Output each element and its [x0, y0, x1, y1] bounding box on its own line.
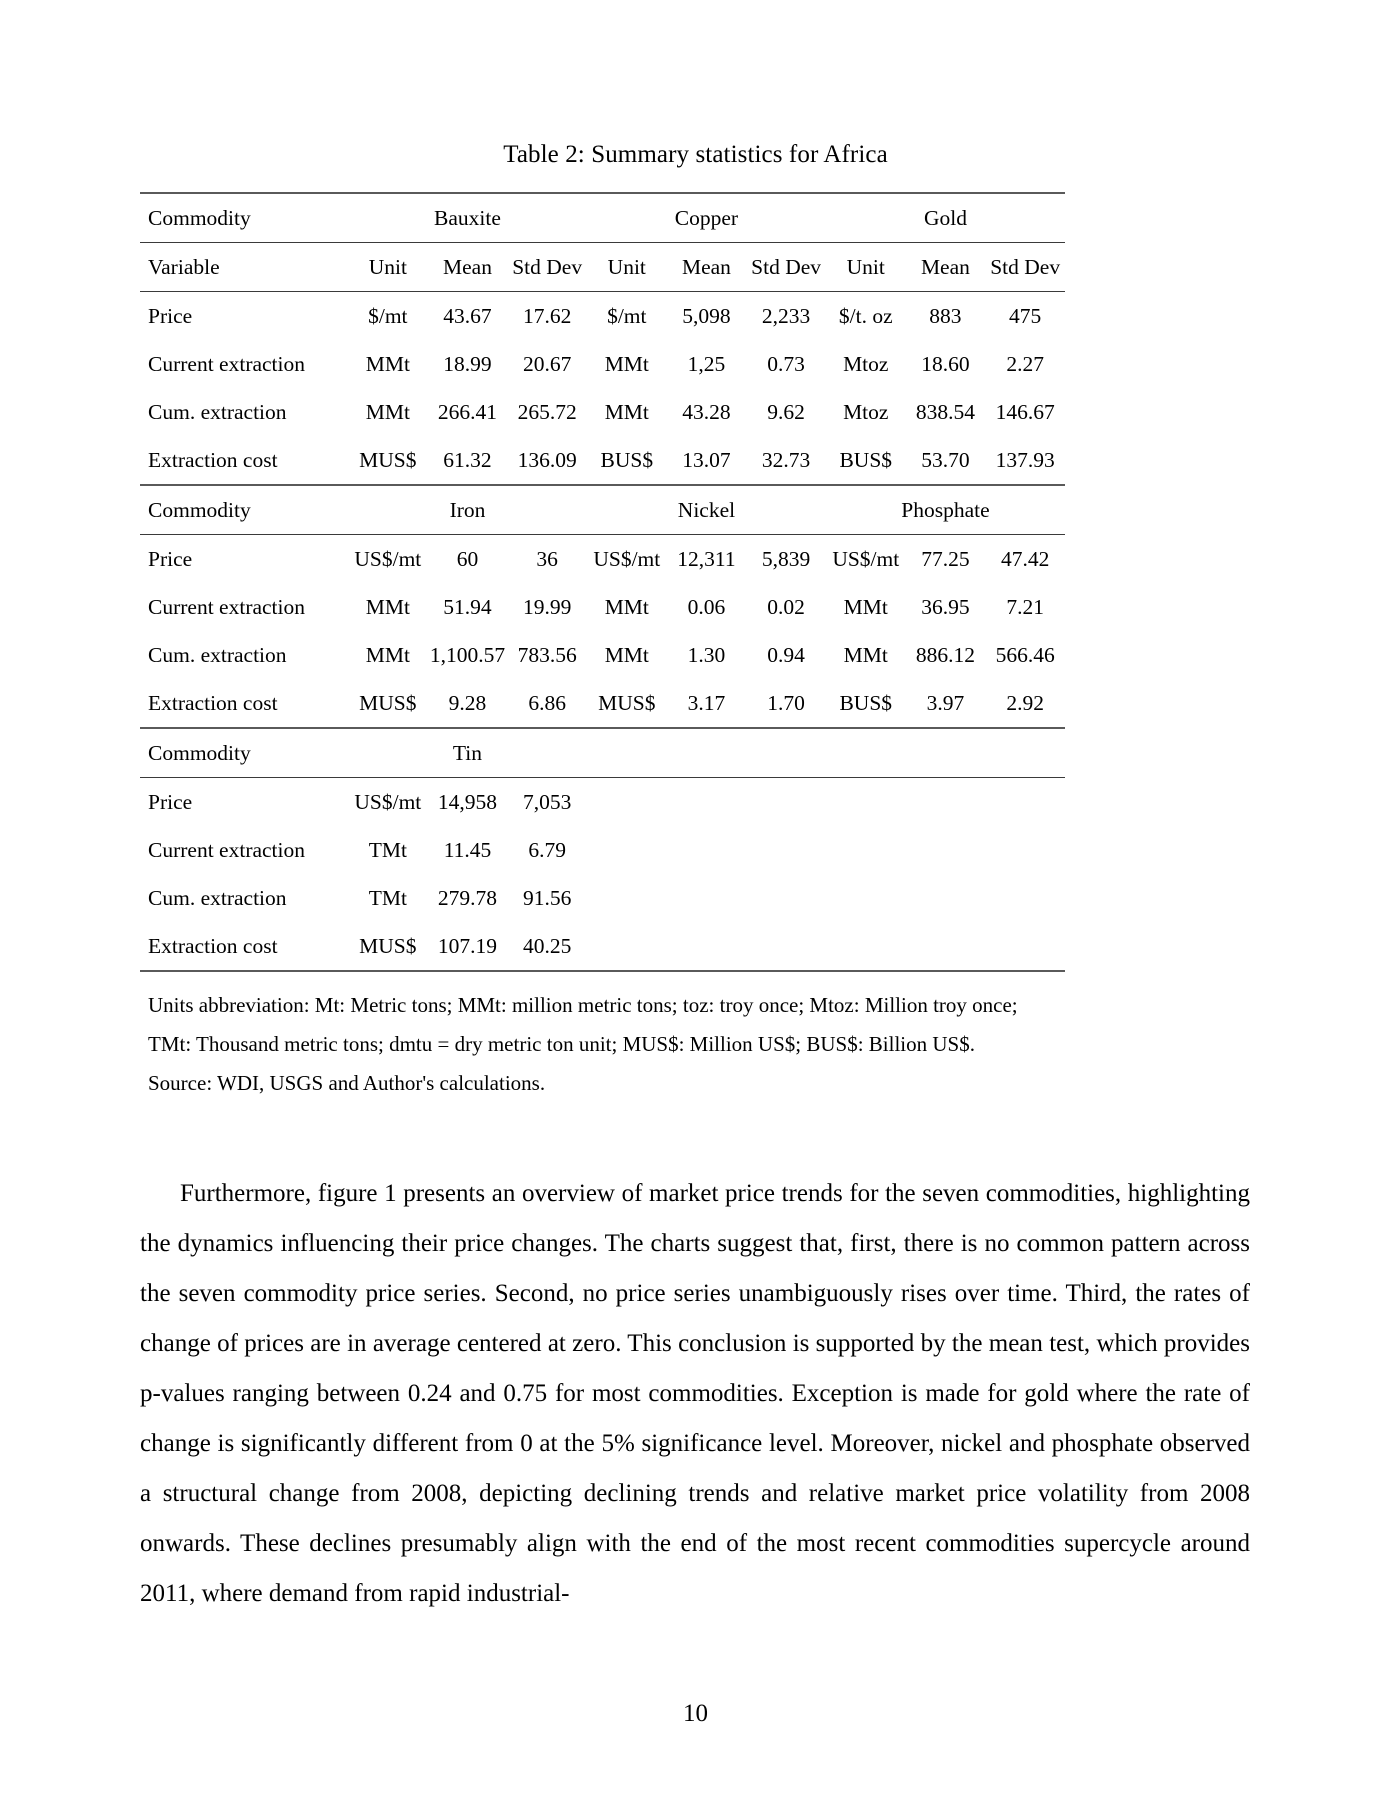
unit-cell: MUS$: [598, 690, 656, 715]
variable-label-cell: Price: [140, 535, 348, 584]
table-row: [140, 679, 1065, 728]
variable-label-cell: Extraction cost: [148, 933, 278, 958]
mean-cell: 53.70: [921, 447, 970, 472]
mean-cell: 883: [906, 292, 986, 341]
mean-cell: 12,311: [667, 535, 747, 584]
table-row: [140, 631, 1065, 679]
empty-cell: [826, 778, 906, 827]
std-dev-cell: 5,839: [746, 535, 826, 584]
mean-cell: 14,958: [428, 778, 508, 827]
empty-cell: [906, 826, 986, 874]
variable-label-cell: Extraction cost: [148, 690, 278, 715]
unit-cell: MUS$: [359, 933, 417, 958]
commodity-group-header: Nickel: [587, 485, 826, 535]
empty-cell: [587, 778, 667, 827]
unit-column-header: Unit: [826, 243, 906, 292]
mean-cell: 43.67: [428, 292, 508, 341]
mean-cell: 0.06: [687, 594, 726, 619]
std-dev-cell: 265.72: [517, 399, 577, 424]
commodity-header-row: [140, 728, 1065, 778]
mean-cell: 11.45: [443, 837, 492, 862]
table-row: [140, 583, 1065, 631]
commodity-row-label: Commodity: [140, 728, 348, 778]
commodity-row-label: Commodity: [140, 485, 348, 535]
unit-cell: TMt: [368, 885, 407, 910]
table-caption: Table 2: Summary statistics for Africa: [503, 141, 888, 168]
empty-cell: [667, 778, 747, 827]
empty-cell: [826, 826, 906, 874]
column-header-row: [140, 243, 1065, 292]
unit-cell: Mtoz: [843, 399, 889, 424]
table-row: [140, 388, 1065, 436]
mean-cell: 3.17: [687, 690, 726, 715]
empty-cell: [746, 922, 826, 971]
empty-cell: [667, 922, 747, 971]
unit-cell: $/mt: [348, 292, 428, 341]
empty-cell: [906, 922, 986, 971]
variable-label-cell: Cum. extraction: [148, 885, 287, 910]
variable-label-cell: Cum. extraction: [148, 642, 287, 667]
mean-cell: 18.99: [443, 351, 492, 376]
unit-cell: MMt: [604, 351, 649, 376]
unit-cell: MMt: [365, 399, 410, 424]
table-row: [140, 874, 1065, 922]
mean-cell: 36.95: [921, 594, 970, 619]
mean-cell: 18.60: [921, 351, 970, 376]
empty-cell: [906, 778, 986, 827]
std-dev-cell: 136.09: [517, 447, 577, 472]
std-dev-cell: 6.86: [528, 690, 566, 715]
commodity-row-label: Commodity: [140, 193, 348, 243]
mean-cell: 266.41: [437, 399, 498, 424]
mean-cell: 838.54: [915, 399, 975, 424]
empty-cell: [587, 922, 667, 971]
unit-cell: $/t. oz: [826, 292, 906, 341]
table-note-units-line-1: Units abbreviation: Mt: Metric tons; MMt: million metric tons; toz: troy once; Mtoz: Million troy once;: [148, 993, 1018, 1017]
std-dev-cell: 2.27: [1006, 351, 1044, 376]
mean-cell: 61.32: [443, 447, 492, 472]
rule-cell: [140, 971, 1065, 972]
unit-cell: $/mt: [587, 292, 667, 341]
mean-cell: 1,25: [687, 351, 726, 376]
commodity-group-header: Gold: [826, 193, 1065, 243]
variable-label-cell: Current extraction: [148, 837, 306, 862]
mean-cell: 279.78: [437, 885, 498, 910]
unit-cell: MUS$: [359, 447, 417, 472]
mean-cell: 9.28: [448, 690, 487, 715]
variable-label-cell: Extraction cost: [148, 447, 278, 472]
empty-cell: [906, 874, 986, 922]
empty-cell: [826, 922, 906, 971]
mean-cell: 1.30: [687, 642, 726, 667]
mean-cell: 1,100.57: [429, 642, 506, 667]
mean-cell: 51.94: [443, 594, 492, 619]
std-dev-cell: 0.02: [767, 594, 805, 619]
std-dev-cell: 566.46: [995, 642, 1055, 667]
std-dev-cell: 91.56: [522, 885, 572, 910]
unit-cell: TMt: [368, 837, 407, 862]
variable-label-cell: Price: [140, 292, 348, 341]
std-dev-cell: 2.92: [1006, 690, 1044, 715]
variable-column-header: Variable: [140, 243, 348, 292]
mean-cell: 107.19: [437, 933, 498, 958]
unit-cell: MMt: [365, 594, 410, 619]
unit-cell: US$/mt: [348, 535, 428, 584]
std-dev-cell: 475: [985, 292, 1065, 341]
mean-column-header: Mean: [428, 243, 508, 292]
std-dev-cell: 783.56: [517, 642, 577, 667]
unit-cell: MMt: [843, 594, 888, 619]
unit-cell: MMt: [843, 642, 888, 667]
unit-column-header: Unit: [348, 243, 428, 292]
commodity-group-header: Phosphate: [826, 485, 1065, 535]
mean-cell: 886.12: [915, 642, 975, 667]
std-dev-cell: 40.25: [522, 933, 572, 958]
unit-cell: MMt: [365, 642, 410, 667]
std-dev-column-header: Std Dev: [985, 243, 1065, 292]
empty-cell: [985, 922, 1065, 971]
unit-cell: US$/mt: [348, 778, 428, 827]
std-dev-cell: 1.70: [767, 690, 805, 715]
empty-cell: [587, 728, 1065, 778]
empty-cell: [746, 826, 826, 874]
table-row: [140, 826, 1065, 874]
mean-cell: 5,098: [667, 292, 747, 341]
table-row: [140, 535, 1065, 584]
page-number: 10: [683, 1700, 708, 1727]
unit-cell: BUS$: [839, 447, 893, 472]
std-dev-cell: 9.62: [767, 399, 805, 424]
unit-cell: MMt: [604, 642, 649, 667]
std-dev-cell: 32.73: [761, 447, 811, 472]
table-note-source: Source: WDI, USGS and Author's calculations.: [148, 1070, 546, 1095]
unit-cell: Mtoz: [843, 351, 889, 376]
empty-cell: [587, 874, 667, 922]
table-row: [140, 778, 1065, 827]
mean-column-header: Mean: [667, 243, 747, 292]
std-dev-column-header: Std Dev: [746, 243, 826, 292]
empty-cell: [985, 778, 1065, 827]
unit-cell: US$/mt: [826, 535, 906, 584]
mean-cell: 60: [428, 535, 508, 584]
variable-label-cell: Current extraction: [148, 351, 306, 376]
std-dev-cell: 6.79: [528, 837, 566, 862]
commodity-group-header: Iron: [348, 485, 587, 535]
unit-cell: US$/mt: [587, 535, 667, 584]
std-dev-cell: 0.94: [767, 642, 805, 667]
mean-column-header: Mean: [906, 243, 986, 292]
empty-cell: [587, 826, 667, 874]
body-paragraph: Furthermore, figure 1 presents an overview of market price trends for the seven commodities, highlighting the dynamics influencing their price changes. The charts suggest that, first, there is no common pattern across the seven commodity price series. Second, no price series unambiguously rises over time. Third, the rates of change of prices are in average centered at zero. This conclusion is supported by the mean test, which provides p-values ranging between 0.24 and 0.75 for most commodities. Exception is made for gold where the rate of change is significantly different from 0 at the 5% significance level. Moreover, nickel and phosphate observed a structural change from 2008, depicting declining trends and relative market price volatility from 2008 onwards. These declines presumably align with the end of the most recent commodities supercycle around 2011, where demand from rapid industrial-: [140, 1179, 1250, 1607]
unit-cell: MMt: [604, 399, 649, 424]
table-bottom-rule: [140, 971, 1065, 972]
commodity-header-row: [140, 485, 1065, 535]
std-dev-cell: 19.99: [522, 594, 572, 619]
unit-cell: BUS$: [839, 690, 893, 715]
empty-cell: [667, 874, 747, 922]
std-dev-cell: 7,053: [507, 778, 587, 827]
table-row: [140, 922, 1065, 971]
std-dev-cell: 2,233: [746, 292, 826, 341]
empty-cell: [826, 874, 906, 922]
empty-cell: [746, 778, 826, 827]
empty-cell: [985, 826, 1065, 874]
table-note-units-line-2: TMt: Thousand metric tons; dmtu = dry metric ton unit; MUS$: Million US$; BUS$: Billion US$.: [148, 1031, 975, 1056]
mean-cell: 43.28: [682, 399, 731, 424]
summary-statistics-table: [140, 192, 1065, 972]
std-dev-cell: 20.67: [522, 351, 572, 376]
empty-cell: [746, 874, 826, 922]
mean-cell: 13.07: [682, 447, 731, 472]
std-dev-cell: 36: [507, 535, 587, 584]
unit-cell: MUS$: [359, 690, 417, 715]
unit-cell: BUS$: [600, 447, 654, 472]
unit-cell: MMt: [604, 594, 649, 619]
table-row: [140, 340, 1065, 388]
table-row: [140, 436, 1065, 485]
mean-cell: 77.25: [906, 535, 986, 584]
commodity-group-header: Tin: [348, 728, 587, 778]
unit-cell: MMt: [365, 351, 410, 376]
variable-label-cell: Price: [140, 778, 348, 827]
std-dev-cell: 17.62: [507, 292, 587, 341]
variable-label-cell: Cum. extraction: [148, 399, 287, 424]
std-dev-cell: 0.73: [767, 351, 805, 376]
variable-label-cell: Current extraction: [148, 594, 306, 619]
empty-cell: [667, 826, 747, 874]
table-row: [140, 292, 1065, 341]
unit-column-header: Unit: [587, 243, 667, 292]
empty-cell: [985, 874, 1065, 922]
std-dev-cell: 137.93: [995, 447, 1055, 472]
table-notes: [140, 986, 1078, 1103]
std-dev-cell: 7.21: [1006, 594, 1044, 619]
std-dev-column-header: Std Dev: [507, 243, 587, 292]
page-content-column: [140, 0, 1251, 1644]
commodity-group-header: Copper: [587, 193, 826, 243]
commodity-group-header: Bauxite: [348, 193, 587, 243]
std-dev-cell: 146.67: [995, 399, 1055, 424]
commodity-header-row: [140, 193, 1065, 243]
mean-cell: 3.97: [926, 690, 965, 715]
std-dev-cell: 47.42: [985, 535, 1065, 584]
